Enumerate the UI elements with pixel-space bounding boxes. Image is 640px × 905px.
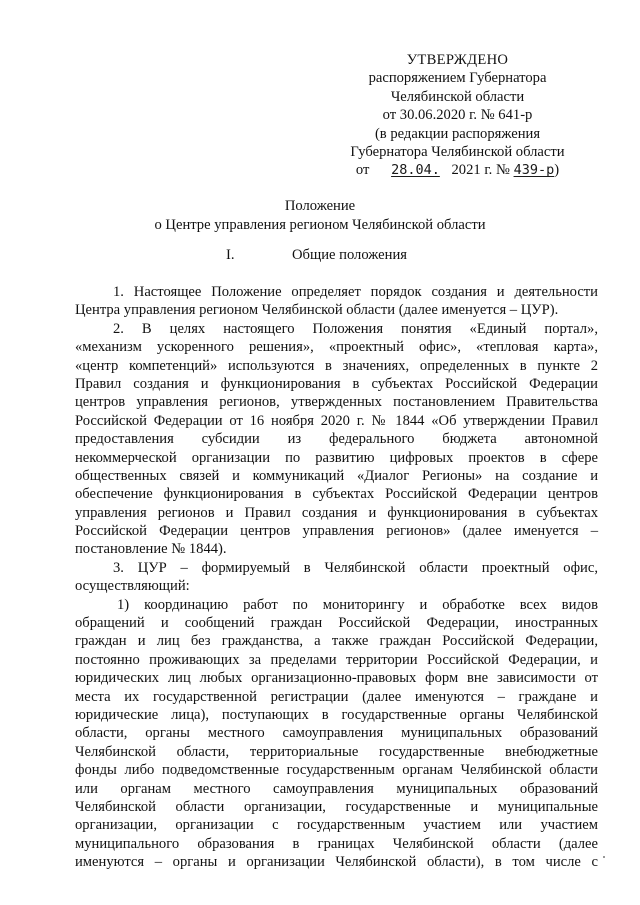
text-line: или органам местного самоуправления муниципальных образований <box>75 780 598 797</box>
text-line: «центр компетенций» используются в значениях, определенных в пункте 2 <box>75 357 598 374</box>
text-line: предоставления субсидии из федерального бюджета автономной <box>75 431 598 448</box>
text-line: осуществляющий: <box>75 578 190 595</box>
text-line: юридических лиц любых организационно-правовых форм вне зависимости от <box>75 670 598 687</box>
text-line: Челябинской области, территориальные государственные внебюджетные <box>75 743 598 760</box>
approval-date-line <box>340 161 575 179</box>
section-name: Общие положения <box>292 247 407 263</box>
handwritten-date: 28.04. <box>391 162 440 179</box>
text-line: фонды либо подведомственные государственным органам Челябинской области <box>75 762 598 779</box>
closing-paren: ) <box>554 162 560 179</box>
approval-line: распоряжением Губернатора <box>368 70 547 87</box>
title-line: о Центре управления регионом Челябинской области <box>154 217 486 233</box>
text-line: обеспечение функционирования в субъектах Российской Федерации центров <box>75 486 598 503</box>
text-line: Российской Федерации центров управления регионов» (далее именуется – <box>75 523 598 540</box>
handwritten-number: 439-р <box>513 162 555 179</box>
body-text <box>75 283 598 872</box>
scan-speck <box>603 856 605 858</box>
approval-line: от 30.06.2020 г. № 641-р <box>382 107 533 124</box>
text-line: муниципального образования в границах Челябинской области (далее <box>75 835 598 852</box>
approval-line: (в редакции распоряжения <box>374 125 541 142</box>
approval-line: Челябинской области <box>390 88 525 105</box>
text-line: 1) координацию работ по мониторингу и обработке всех видов <box>117 596 598 613</box>
text-line: 1. Настоящее Положение определяет порядок создания и деятельности <box>113 284 598 300</box>
section-number: I. <box>226 247 235 263</box>
text-line: управления регионов и Правил создания и функционирования в субъектах <box>75 504 598 521</box>
text-line: именуются – органы и организации Челябинской области), в том числе с <box>75 854 598 871</box>
date-prefix: от <box>355 162 370 179</box>
text-line: 2. В целях настоящего Положения понятия «Единый портал», <box>113 320 598 337</box>
text-line: общественных связей и коммуникаций «Диалог Регионы» на создание и <box>75 467 598 484</box>
text-line: Центра управления регионом Челябинской области (далее именуется – ЦУР). <box>75 302 559 319</box>
text-line: области, органы местного самоуправления муниципальных образований <box>75 725 598 742</box>
date-year: 2021 г. № <box>451 162 510 179</box>
text-line: «механизм ускоренного решения», «проектный офис», «тепловая карта», <box>75 339 598 356</box>
approval-heading: УТВЕРЖДЕНО <box>406 52 509 68</box>
text-line: Челябинской области организации, государственные и муниципальные <box>75 798 598 815</box>
text-line: юридические лица), поступающих в государственные органы Челябинской <box>75 706 598 723</box>
text-line: места их государственной регистрации (далее именуются – граждане и <box>75 688 598 705</box>
text-line: организации, организации с государственным участием или участием <box>75 817 598 834</box>
approval-stamp <box>340 51 575 180</box>
text-line: обращений и сообщений граждан Российской Федерации, иностранных <box>75 615 598 632</box>
text-line: постановление № 1844). <box>75 541 227 558</box>
title-line: Положение <box>284 198 356 214</box>
text-line: постоянно проживающих за пределами территории Российской Федерации, и <box>75 651 598 668</box>
text-line: Правил создания и функционирования в субъектах Российской Федерации <box>75 375 598 392</box>
document-title <box>150 197 490 235</box>
text-line: некоммерческой организации по развитию цифровых проектов в сфере <box>75 449 598 466</box>
text-line: 3. ЦУР – формируемый в Челябинской области проектный офис, <box>113 559 598 576</box>
text-line: Российской Федерации от 16 ноября 2020 г. № 1844 «Об утверждении Правил <box>75 412 598 429</box>
text-line: центров управления регионов, утвержденных постановлением Правительства <box>75 394 598 411</box>
text-line: граждан и лиц без гражданства, а также граждан Российской Федерации, <box>75 633 598 650</box>
approval-line: Губернатора Челябинской области <box>350 144 565 161</box>
